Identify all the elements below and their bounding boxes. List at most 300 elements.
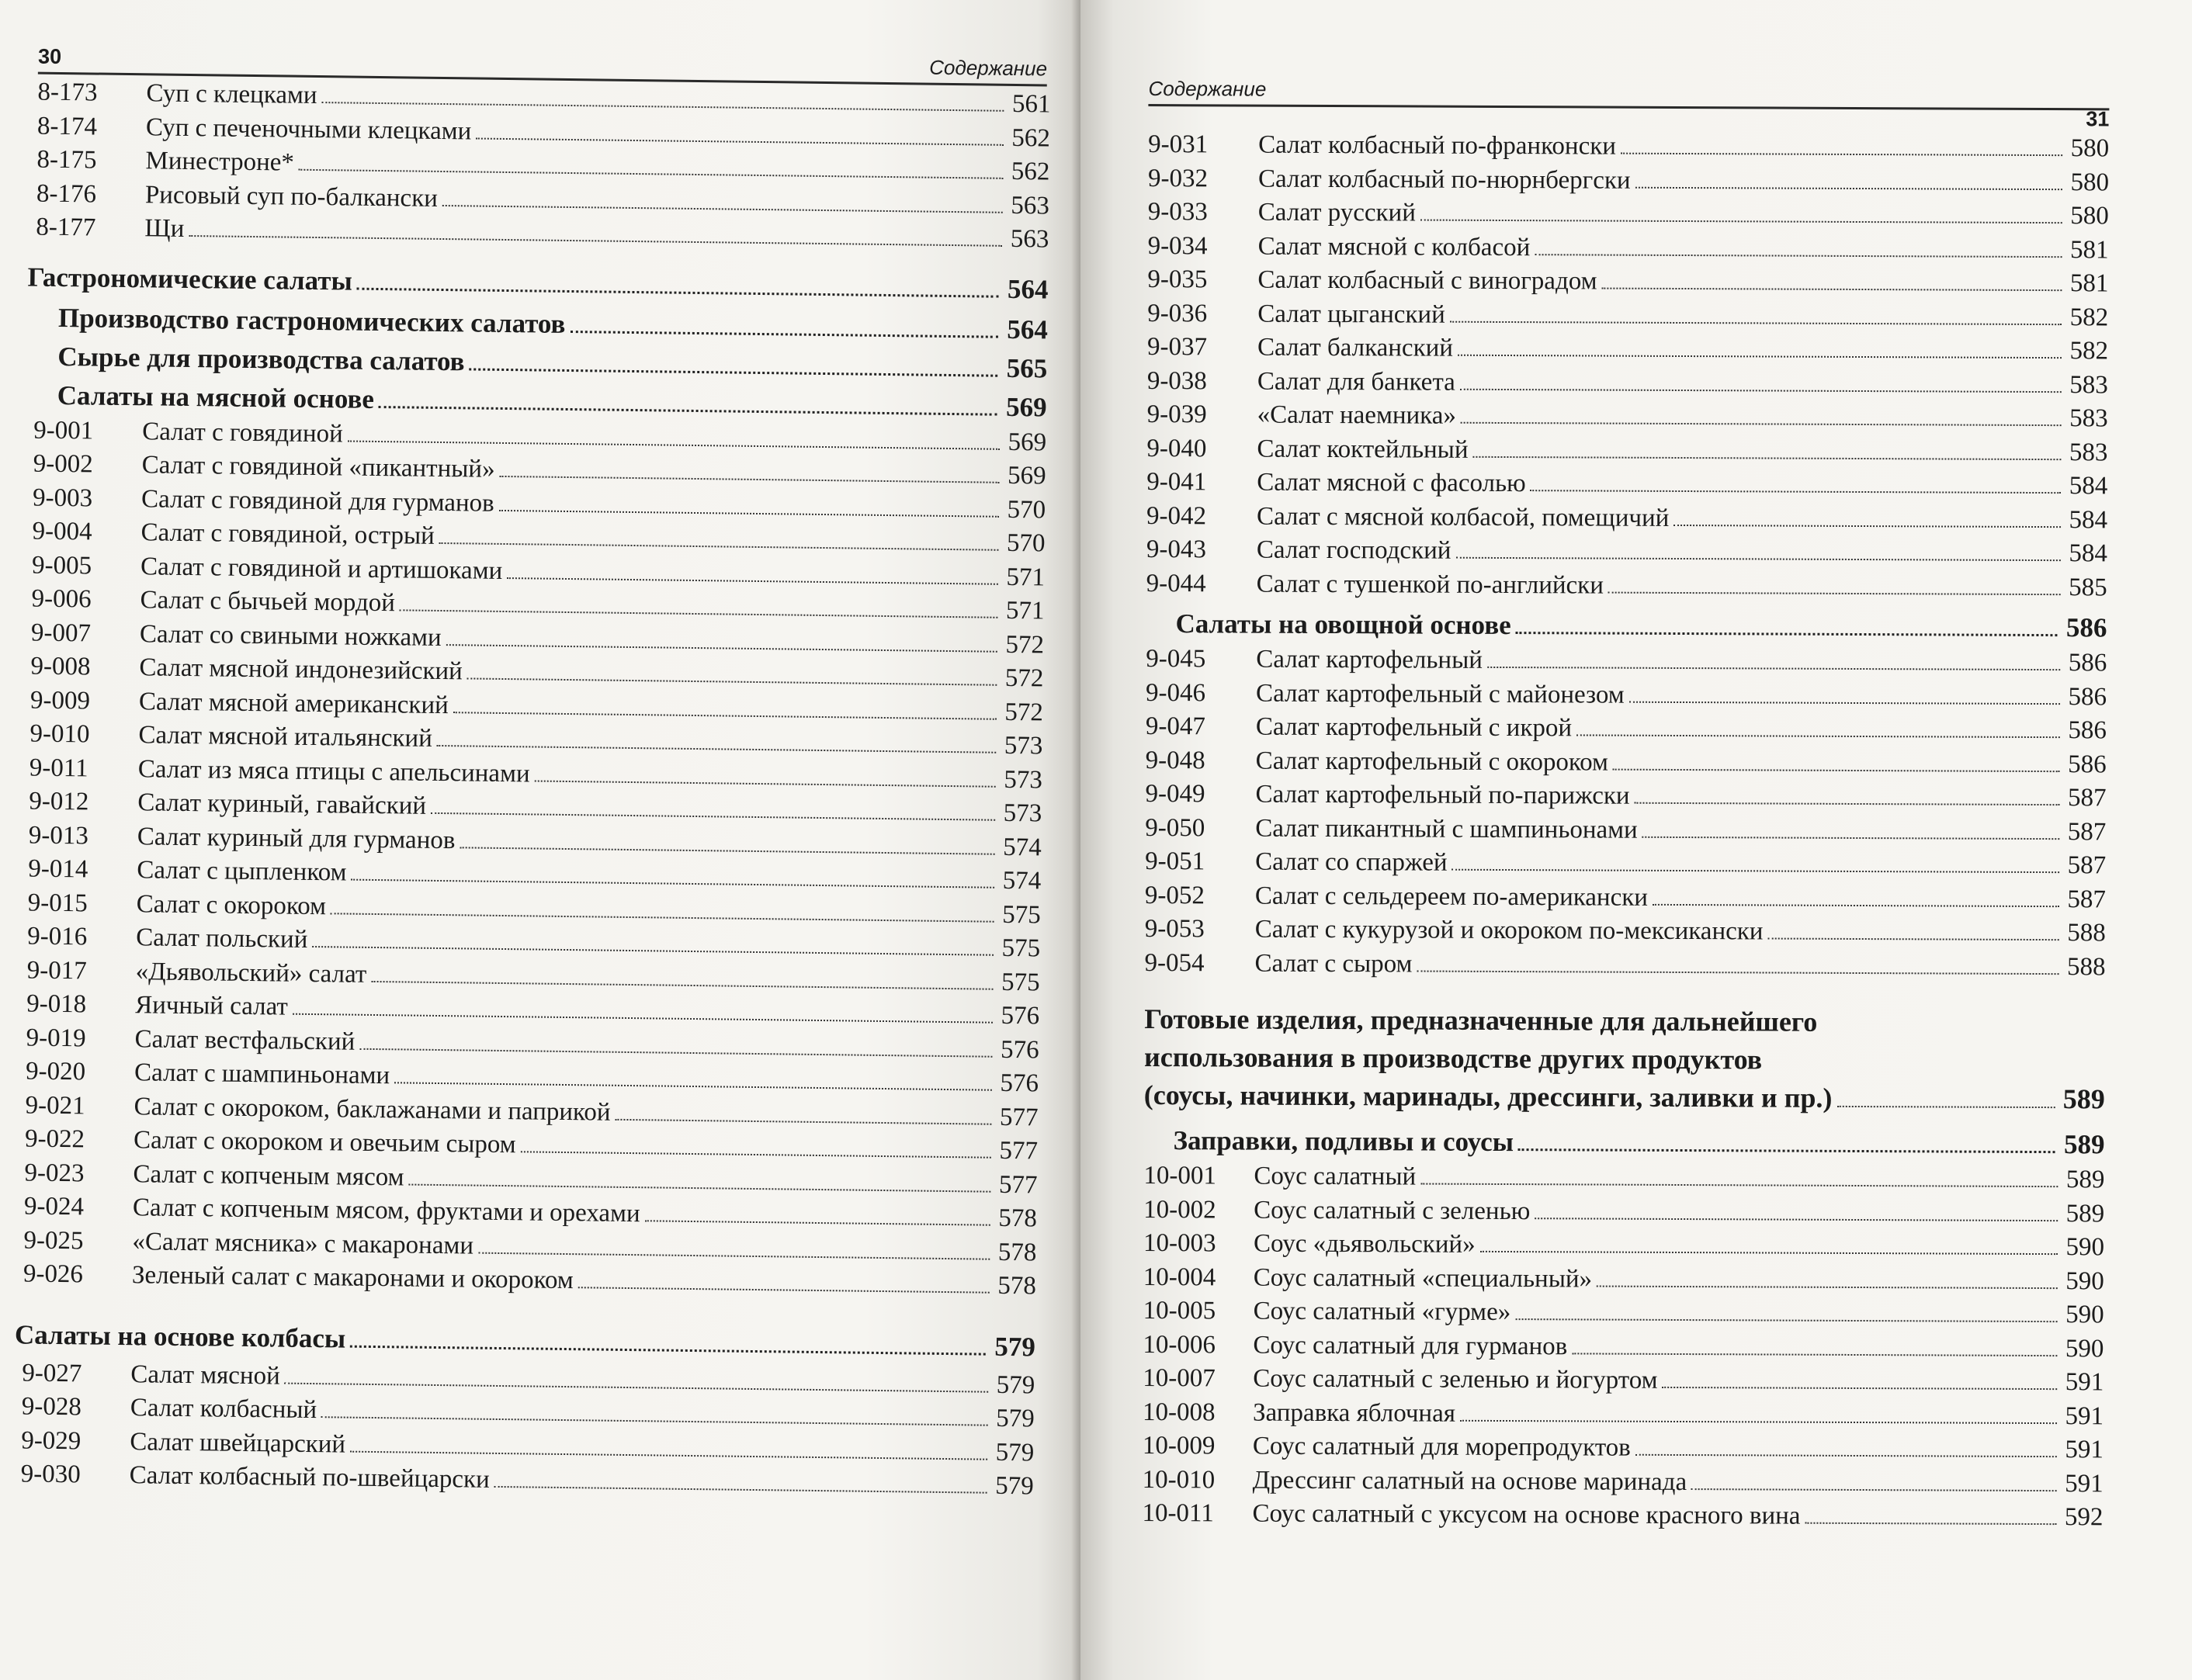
recipe-code: 9-005: [31, 551, 92, 580]
right-toc: [1142, 128, 2110, 1535]
section-title: Салаты на основе колбасы: [14, 1318, 346, 1354]
entry-page: 582: [2069, 337, 2109, 365]
dot-leader: [1629, 693, 2060, 704]
entry-page: 589: [2065, 1166, 2105, 1194]
entry-title: Салат с говядиной и артишоками: [140, 552, 503, 585]
recipe-code: 9-001: [33, 416, 94, 445]
entry-title: Салат картофельный с икрой: [1255, 712, 1573, 743]
recipe-code: 9-027: [22, 1358, 82, 1387]
dot-leader: [1452, 861, 2060, 873]
dot-leader: [189, 227, 1002, 247]
entry-title: Зеленый салат с макаронами и окороком: [131, 1261, 574, 1295]
entry-page: 586: [2068, 682, 2107, 711]
toc-entry[interactable]: [1148, 196, 2109, 234]
toc-entry[interactable]: [1147, 296, 2108, 334]
entry-title: Салат с кукурузой и окороком по-мексикански: [1254, 915, 1764, 946]
entry-title: Салат господский: [1256, 535, 1452, 565]
toc-entry[interactable]: [1145, 913, 2106, 951]
section-page: 579: [994, 1331, 1036, 1362]
section-title: Сырье для производства салатов: [57, 341, 465, 376]
entry-page: 590: [2065, 1301, 2104, 1329]
recipe-code: 9-043: [1146, 535, 1206, 564]
toc-entry[interactable]: [1147, 263, 2108, 301]
right-running-title: Содержание: [1148, 76, 1267, 101]
entry-page: 569: [1008, 428, 1047, 457]
entry-page: 577: [999, 1103, 1039, 1131]
entry-title: Соус салатный «специальный»: [1253, 1263, 1593, 1294]
entry-title: Рисовый суп по-балкански: [144, 180, 439, 213]
entry-title: Салат со спаржей: [1255, 847, 1448, 877]
toc-entry[interactable]: [1148, 128, 2109, 166]
dot-leader: [1597, 1277, 2058, 1289]
toc-entry[interactable]: [1143, 1193, 2104, 1231]
dot-leader: [1613, 760, 2060, 772]
toc-entry[interactable]: [1147, 331, 2108, 369]
entry-title: Салат картофельный: [1256, 645, 1483, 674]
recipe-code: 9-017: [26, 956, 87, 985]
dot-leader: [494, 1478, 987, 1494]
entry-title: Соус салатный для морепродуктов: [1252, 1432, 1631, 1462]
recipe-code: 9-053: [1144, 914, 1205, 944]
entry-title: Салат коктейльный: [1257, 435, 1469, 464]
toc-entry[interactable]: [1148, 161, 2109, 199]
dot-leader: [1653, 895, 2059, 906]
toc-subsection-heading[interactable]: [1146, 605, 2107, 646]
toc-entry[interactable]: [1146, 499, 2107, 537]
entry-page: 579: [996, 1370, 1035, 1399]
toc-entry[interactable]: [1145, 778, 2106, 816]
dot-leader: [1473, 448, 2062, 459]
recipe-code: 9-007: [30, 618, 92, 647]
toc-entry[interactable]: [1143, 1463, 2104, 1501]
recipe-code: 9-049: [1145, 779, 1205, 809]
dot-leader: [1531, 482, 2062, 494]
entry-title: Соус салатный с зеленью и йогуртом: [1253, 1364, 1658, 1394]
toc-entry[interactable]: [1143, 1362, 2104, 1400]
entry-page: 563: [1010, 224, 1049, 254]
entry-title: Салат колбасный по-нюрнбергски: [1257, 165, 1631, 195]
right-page: [1080, 0, 2192, 1680]
recipe-code: 10-002: [1143, 1195, 1216, 1224]
recipe-code: 9-036: [1147, 299, 1208, 327]
toc-entry[interactable]: [1145, 878, 2106, 916]
dot-leader: [299, 161, 1004, 179]
entry-title: Салат с сыром: [1254, 949, 1413, 978]
entry-title: Салат вестфальский: [134, 1024, 356, 1056]
toc-entry[interactable]: [1147, 398, 2108, 436]
recipe-code: 9-052: [1144, 881, 1205, 909]
entry-title: Салат швейцарский: [130, 1427, 346, 1459]
dot-leader: [534, 772, 995, 787]
entry-page: 580: [2070, 202, 2109, 230]
dot-leader: [499, 468, 999, 483]
dot-leader: [1480, 1243, 2058, 1255]
recipe-code: 9-008: [30, 652, 91, 681]
recipe-code: 9-038: [1146, 366, 1207, 395]
dot-leader: [644, 1212, 990, 1225]
dot-leader: [1417, 962, 2058, 975]
dot-leader: [351, 871, 994, 888]
recipe-code: 10-004: [1143, 1263, 1216, 1291]
dot-leader: [1460, 380, 2062, 392]
recipe-code: 9-051: [1145, 847, 1205, 876]
entry-title: «Дьявольский» салат: [135, 957, 367, 989]
recipe-code: 9-037: [1146, 332, 1208, 362]
right-page-number: 31: [2086, 107, 2110, 131]
recipe-code: 9-025: [23, 1225, 84, 1255]
dot-leader: [521, 1143, 991, 1158]
recipe-code: 9-041: [1146, 467, 1207, 497]
dot-leader: [1420, 212, 2062, 224]
entry-page: 562: [1011, 123, 1051, 153]
toc-entry[interactable]: [1146, 743, 2107, 781]
entry-title: Яичный салат: [134, 991, 289, 1021]
entry-title: Суп с клецками: [146, 79, 317, 109]
section-page: 586: [2065, 612, 2107, 643]
recipe-code: 9-010: [29, 719, 90, 749]
entry-title: Салат балканский: [1257, 333, 1454, 362]
dot-leader: [1662, 1379, 2057, 1390]
entry-page: 590: [2065, 1334, 2104, 1363]
dot-leader: [1602, 280, 2062, 292]
entry-title: Салат мясной с колбасой: [1257, 232, 1531, 262]
section-title: Заправки, подливы и соусы: [1173, 1125, 1514, 1158]
toc-entry[interactable]: [1143, 1395, 2104, 1433]
left-page-content: [0, 0, 1056, 1680]
recipe-code: 9-013: [28, 821, 89, 850]
dot-leader: [1572, 1345, 2057, 1356]
entry-page: 576: [1000, 1069, 1039, 1098]
entry-page: 579: [994, 1471, 1034, 1501]
entry-title: Салат пикантный с шампиньонами: [1255, 814, 1638, 844]
recipe-code: 9-009: [29, 686, 91, 715]
left-toc: [0, 75, 1055, 1504]
entry-title: Салат с говядиной для гурманов: [140, 484, 494, 518]
recipe-code: 10-010: [1142, 1465, 1216, 1494]
recipe-code: 8-174: [36, 112, 98, 141]
toc-entry[interactable]: [1148, 229, 2109, 267]
recipe-code: 9-054: [1144, 948, 1205, 977]
entry-title: Салат с окороком и овечьим сыром: [133, 1126, 516, 1159]
entry-page: 576: [1000, 1035, 1039, 1064]
entry-page: 584: [2069, 472, 2108, 501]
entry-page: 569: [1007, 461, 1046, 490]
entry-page: 590: [2065, 1266, 2104, 1295]
toc-entry[interactable]: [1143, 1294, 2104, 1332]
entry-page: 591: [2065, 1401, 2104, 1430]
toc-entry[interactable]: [1146, 431, 2107, 469]
entry-page: 575: [1001, 900, 1041, 929]
dot-leader: [350, 1337, 986, 1355]
recipe-code: 9-024: [23, 1192, 85, 1221]
recipe-code: 9-031: [1148, 130, 1209, 159]
recipe-code: 9-045: [1146, 644, 1206, 674]
recipe-code: 10-007: [1143, 1363, 1216, 1393]
toc-entry[interactable]: [1144, 946, 2105, 984]
dot-leader: [1608, 584, 2061, 595]
entry-page: 561: [1011, 89, 1051, 119]
entry-page: 578: [998, 1204, 1038, 1233]
entry-title: Салат с копченым мясом: [133, 1159, 404, 1191]
dot-leader: [321, 94, 1004, 112]
entry-page: 587: [2067, 817, 2107, 846]
entry-title: Соус салатный с уксусом на основе красного вина: [1252, 1499, 1801, 1530]
entry-page: 587: [2067, 885, 2107, 913]
toc-entry[interactable]: [1146, 533, 2107, 571]
dot-leader: [1518, 1141, 2055, 1153]
entry-title: Соус «дьявольский»: [1253, 1229, 1476, 1259]
dot-leader: [371, 972, 993, 989]
dot-leader: [1460, 1412, 2057, 1423]
entry-page: 583: [2069, 438, 2108, 466]
toc-entry[interactable]: [1143, 1260, 2104, 1298]
recipe-code: 9-021: [25, 1091, 85, 1120]
toc-entry[interactable]: [1142, 1497, 2103, 1535]
section-page: 589: [2063, 1129, 2105, 1160]
recipe-code: 9-047: [1145, 712, 1205, 741]
recipe-code: 9-035: [1147, 265, 1208, 294]
recipe-code: 9-048: [1145, 746, 1205, 774]
entry-page: 576: [1001, 1001, 1040, 1031]
dot-leader: [453, 704, 997, 720]
recipe-code: 9-050: [1145, 813, 1205, 842]
dot-leader: [1642, 828, 2060, 839]
entry-title: Минестроне*: [145, 147, 295, 177]
entry-page: 581: [2069, 269, 2109, 298]
toc-entry[interactable]: [1143, 1328, 2104, 1366]
entry-page: 578: [997, 1271, 1037, 1301]
entry-title: Салат польский: [136, 923, 308, 954]
recipe-code: 8-175: [36, 145, 97, 175]
recipe-code: 9-044: [1146, 569, 1206, 598]
entry-page: 577: [999, 1136, 1039, 1166]
dot-leader: [350, 1443, 987, 1460]
entry-title: Салат мясной итальянский: [138, 721, 433, 753]
recipe-code: 9-003: [32, 483, 93, 513]
dot-leader: [293, 1006, 993, 1024]
section-title-line: использования в производстве других продуктов: [1143, 1041, 1763, 1076]
dot-leader: [348, 432, 1000, 449]
entry-page: 573: [1004, 731, 1043, 760]
section-title: Салаты на мясной основе: [57, 379, 375, 414]
right-page-content: [1142, 0, 2111, 1680]
entry-page: 585: [2069, 573, 2107, 601]
entry-page: 588: [2067, 919, 2106, 947]
left-running-head: [38, 16, 1048, 87]
entry-title: Салат с цыпленком: [137, 856, 347, 887]
dot-leader: [1461, 414, 2062, 426]
dot-leader: [446, 636, 997, 653]
recipe-code: 10-001: [1143, 1161, 1216, 1190]
recipe-code: 9-014: [28, 854, 88, 884]
section-page: 589: [2062, 1083, 2105, 1115]
recipe-code: 9-006: [31, 584, 92, 614]
entry-page: 579: [996, 1404, 1035, 1433]
dot-leader: [442, 196, 1003, 213]
recipe-code: 9-032: [1147, 164, 1209, 192]
entry-title: Салат с говядиной: [142, 417, 344, 448]
entry-page: 579: [995, 1438, 1035, 1467]
toc-entry[interactable]: [1145, 811, 2106, 849]
section-page: 565: [1006, 352, 1048, 384]
toc-entry[interactable]: [1145, 845, 2106, 883]
entry-title: Салат с шампиньонами: [134, 1058, 390, 1090]
toc-entry[interactable]: [1143, 1429, 2104, 1467]
entry-page: 571: [1006, 563, 1046, 591]
recipe-code: 9-046: [1146, 678, 1206, 707]
section-title-line: (соусы, начинки, маринады, дрессинги, заливки и пр.): [1143, 1079, 1833, 1114]
recipe-code: 9-040: [1146, 434, 1207, 462]
toc-entry[interactable]: [1147, 364, 2108, 402]
dot-leader: [1515, 1311, 2057, 1322]
dot-leader: [1635, 178, 2062, 189]
dot-leader: [431, 805, 995, 821]
recipe-code: 9-011: [29, 753, 88, 782]
entry-page: 589: [2065, 1199, 2105, 1228]
entry-title: Салат мясной: [130, 1360, 281, 1391]
entry-page: 575: [1001, 934, 1041, 963]
entry-page: 577: [998, 1170, 1038, 1199]
recipe-code: 9-022: [24, 1124, 85, 1154]
recipe-code: 10-011: [1142, 1498, 1214, 1528]
dot-leader: [400, 601, 998, 618]
entry-title: Щи: [144, 214, 185, 243]
entry-title: Салат колбасный по-франконски: [1258, 130, 1617, 161]
entry-page: 583: [2069, 404, 2108, 433]
entry-page: 573: [1004, 765, 1043, 794]
left-running-title: Содержание: [929, 55, 1048, 81]
entry-page: 586: [2068, 750, 2107, 778]
toc-entry[interactable]: [1146, 676, 2107, 714]
left-page-number: 30: [37, 44, 62, 68]
dot-leader: [1487, 659, 2060, 670]
section-title: Салаты на овощной основе: [1175, 608, 1511, 641]
section-page: 569: [1005, 391, 1047, 423]
recipe-code: 9-042: [1146, 501, 1207, 530]
recipe-code: 9-020: [25, 1057, 86, 1086]
toc-entry[interactable]: [1143, 1159, 2104, 1197]
dot-leader: [394, 1074, 992, 1090]
recipe-code: 9-016: [27, 922, 88, 951]
recipe-code: 9-026: [23, 1259, 84, 1289]
entry-page: 591: [2065, 1469, 2104, 1498]
recipe-code: 10-006: [1143, 1330, 1216, 1359]
entry-page: 588: [2066, 952, 2106, 981]
entry-page: 580: [2070, 168, 2110, 196]
entry-title: Салат колбасный по-швейцарски: [129, 1461, 490, 1494]
section-title: Производство гастрономических салатов: [57, 302, 566, 339]
recipe-code: 8-173: [37, 78, 98, 107]
dot-leader: [1836, 1098, 2055, 1108]
entry-title: Салат с окороком: [136, 889, 327, 920]
entry-title: Соус салатный «гурме»: [1253, 1297, 1511, 1327]
entry-title: Салат картофельный с майонезом: [1256, 679, 1625, 709]
entry-title: Салат русский: [1257, 198, 1416, 227]
entry-page: 587: [2067, 784, 2107, 812]
entry-title: Салат куриный, гавайский: [137, 788, 427, 820]
dot-leader: [1673, 516, 2061, 527]
dot-leader: [1635, 1446, 2057, 1457]
recipe-code: 9-033: [1147, 197, 1208, 227]
entry-title: Соус салатный для гурманов: [1253, 1331, 1568, 1360]
recipe-code: 8-177: [36, 213, 96, 242]
dot-leader: [1535, 246, 2062, 258]
entry-page: 574: [1003, 833, 1042, 861]
entry-title: Салат мясной американский: [138, 687, 449, 719]
entry-page: 582: [2069, 303, 2109, 331]
entry-page: 580: [2070, 134, 2110, 163]
recipe-code: 9-012: [29, 787, 89, 816]
section-title-line: Готовые изделия, предназначенные для дальнейшего: [1144, 1003, 1818, 1037]
dot-leader: [1621, 145, 2062, 156]
entry-title: Соус салатный: [1254, 1162, 1417, 1191]
entry-title: Салат с копченым мясом, фруктами и орехами: [132, 1193, 640, 1228]
entry-page: 570: [1006, 528, 1046, 558]
dot-leader: [1455, 549, 2060, 561]
toc-subsection-heading[interactable]: [1143, 1122, 2104, 1163]
entry-title: Салат с говядиной «пикантный»: [141, 451, 495, 483]
entry-title: Салат из мяса птицы с апельсинами: [137, 754, 530, 788]
recipe-code: 10-005: [1143, 1296, 1216, 1325]
dot-leader: [285, 1374, 989, 1392]
dot-leader: [507, 570, 998, 585]
toc-entry[interactable]: [1146, 566, 2107, 604]
dot-leader: [578, 1279, 990, 1293]
entry-page: 587: [2067, 851, 2107, 880]
dot-leader: [1576, 726, 2060, 738]
entry-page: 572: [1004, 663, 1044, 693]
recipe-code: 10-008: [1142, 1398, 1216, 1426]
entry-title: «Салат мясника» с макаронами: [132, 1227, 474, 1260]
dot-leader: [499, 501, 999, 517]
dot-leader: [476, 130, 1004, 145]
entry-title: Салат куриный для гурманов: [137, 822, 456, 854]
toc-entry[interactable]: [1146, 643, 2107, 681]
entry-title: Салат с бычьей мордой: [140, 586, 396, 618]
toc-entry[interactable]: [1146, 466, 2107, 504]
entry-page: 575: [1001, 968, 1040, 996]
right-running-head: [1148, 48, 2110, 131]
dot-leader: [570, 323, 998, 338]
section-title: Гастрономические салаты: [27, 261, 353, 296]
toc-section-heading-multiline[interactable]: [1144, 1000, 2107, 1118]
entry-page: 591: [2065, 1368, 2104, 1397]
entry-title: Салат колбасный с виноградом: [1257, 265, 1597, 296]
dot-leader: [359, 1040, 992, 1057]
recipe-code: 9-019: [26, 1024, 86, 1052]
toc-entry[interactable]: [1146, 710, 2107, 748]
section-title-last-line: [1144, 1076, 2105, 1118]
entry-title: Салат мясной с фасолью: [1257, 468, 1526, 498]
entry-title: Салат со свиными ножками: [139, 619, 442, 652]
toc-entry[interactable]: [1143, 1227, 2104, 1265]
entry-title: Заправка яблочная: [1252, 1398, 1456, 1428]
entry-title: Соус салатный с зеленью: [1254, 1196, 1531, 1225]
dot-leader: [1458, 347, 2062, 359]
dot-leader: [1691, 1481, 2057, 1491]
entry-page: 578: [997, 1238, 1037, 1266]
entry-page: 586: [2068, 649, 2107, 677]
recipe-code: 9-028: [21, 1392, 82, 1422]
entry-title: Салат с мясной колбасой, помещичий: [1257, 502, 1670, 532]
dot-leader: [379, 397, 997, 415]
entry-page: 581: [2070, 235, 2109, 264]
dot-leader: [1767, 930, 2058, 940]
entry-title: Салат цыганский: [1257, 300, 1445, 329]
entry-title: Салат колбасный: [130, 1394, 317, 1425]
dot-leader: [312, 938, 994, 956]
entry-title: Дрессинг салатный на основе маринада: [1252, 1466, 1687, 1496]
